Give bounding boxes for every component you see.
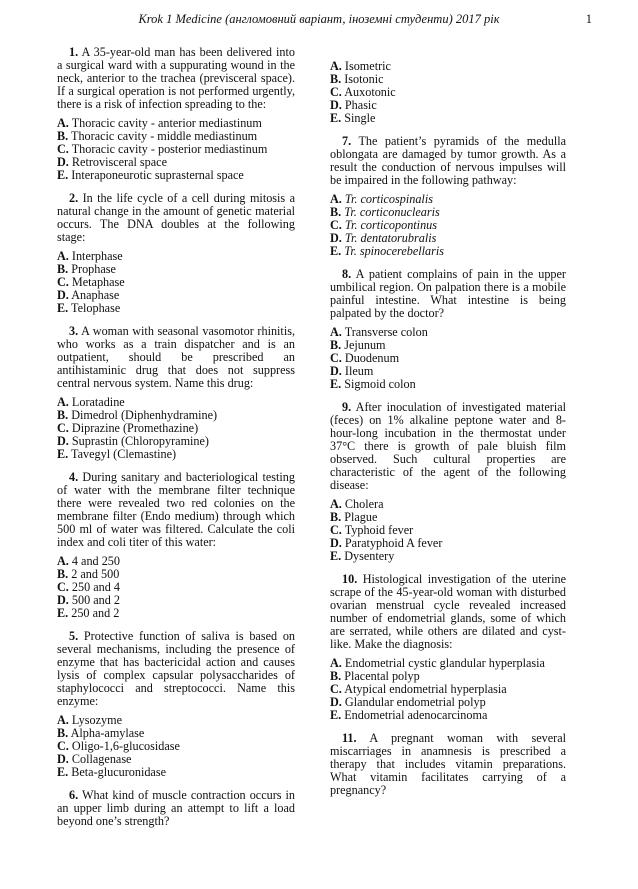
option-text: Tr. spinocerebellaris <box>344 244 444 258</box>
option-text: Cholera <box>344 497 384 511</box>
question-block <box>330 573 566 722</box>
option-letter: A. <box>330 59 342 73</box>
page-header <box>0 12 638 30</box>
option-letter: C. <box>330 85 342 99</box>
option-letter: D. <box>57 434 69 448</box>
answer-option <box>330 378 566 391</box>
question-block <box>330 732 566 797</box>
answer-option <box>330 709 566 722</box>
question-number: 9. <box>342 400 352 414</box>
option-letter: A. <box>57 554 69 568</box>
question-number: 2. <box>69 191 79 205</box>
option-text: Collagenase <box>71 752 132 766</box>
option-text: Glandular endometrial polyp <box>344 695 486 709</box>
option-letter: D. <box>57 593 69 607</box>
option-letter: A. <box>57 116 69 130</box>
question-stem: A pregnant woman with several miscarriages in anamnesis is prescribed a therapy that includes vitamin preparations. What vitamin facilitates carrying of a pregnancy? <box>330 731 567 797</box>
option-letter: B. <box>330 205 342 219</box>
answer-option <box>330 550 566 563</box>
option-text: Isotonic <box>344 72 384 86</box>
question-text <box>57 46 295 111</box>
question-block <box>57 630 295 779</box>
option-text: Interaponeurotic suprasternal space <box>71 168 244 182</box>
option-text: Isometric <box>344 59 391 73</box>
question-text <box>330 401 566 492</box>
option-text: Thoracic cavity - posterior mediastinum <box>71 142 268 156</box>
option-letter: B. <box>57 567 69 581</box>
answer-options <box>57 250 295 315</box>
option-letter: D. <box>330 364 342 378</box>
answer-options <box>57 117 295 182</box>
question-number: 11. <box>342 731 357 745</box>
option-text: Lysozyme <box>71 713 123 727</box>
question-stem: During sanitary and bacteriological testing of water with the membrane filter technique there were revealed two red colonies on the membrane filter (Endo medium) through which 500 ml of water was filtered. Calculate the coli index and coli titer of this water: <box>57 470 295 549</box>
answer-options <box>330 326 566 391</box>
question-text <box>57 325 295 390</box>
question-block <box>57 471 295 620</box>
option-text: Ileum <box>344 364 374 378</box>
option-text: Alpha-amylase <box>70 726 145 740</box>
question-block <box>57 789 295 828</box>
option-letter: B. <box>57 408 69 422</box>
option-letter: E. <box>57 168 69 182</box>
question-number: 3. <box>69 324 79 338</box>
option-text: Tr. corticonuclearis <box>344 205 440 219</box>
option-letter: C. <box>57 142 69 156</box>
option-letter: D. <box>57 288 69 302</box>
option-text: Tr. dentatorubralis <box>344 231 437 245</box>
document-title: Krok 1 Medicine (англомовний варіант, іноземні студенти) 2017 рік <box>138 12 500 26</box>
option-text: Transverse colon <box>344 325 428 339</box>
option-text: Tr. corticopontinus <box>344 218 438 232</box>
option-letter: A. <box>330 325 342 339</box>
option-text: Endometrial cystic glandular hyperplasia <box>344 656 545 670</box>
option-letter: D. <box>330 231 342 245</box>
question-block <box>330 401 566 563</box>
option-text: 250 and 4 <box>71 580 120 594</box>
option-letter: C. <box>330 218 342 232</box>
question-stem: What kind of muscle contraction occurs in an upper limb during an attempt to lift a load beyond one’s strength? <box>57 788 296 828</box>
right-column <box>330 46 566 803</box>
option-text: Endometrial adenocarcinoma <box>344 708 488 722</box>
question-text <box>330 732 566 797</box>
option-letter: B. <box>330 72 342 86</box>
option-letter: E. <box>330 111 342 125</box>
question-number: 10. <box>342 572 358 586</box>
option-letter: D. <box>330 536 342 550</box>
option-text: Auxotonic <box>344 85 396 99</box>
option-text: Loratadine <box>71 395 125 409</box>
option-letter: E. <box>57 301 69 315</box>
option-text: Placental polyp <box>344 669 420 683</box>
question-stem: After inoculation of investigated material (feces) on 1% alkaline peptone water and 8-hour-long incubation in the thermostat under 37°C there is growth of pale bluish film observed. Such cultural properties are characteristic of the agent of the following disease: <box>330 400 566 492</box>
option-letter: C. <box>57 275 69 289</box>
option-letter: A. <box>57 713 69 727</box>
answer-option <box>330 245 566 258</box>
option-letter: C. <box>330 682 342 696</box>
left-column <box>57 46 295 834</box>
option-letter: E. <box>330 549 342 563</box>
option-text: Typhoid fever <box>344 523 414 537</box>
answer-options <box>57 555 295 620</box>
option-text: Retrovisceral space <box>71 155 167 169</box>
option-text: Anaphase <box>71 288 120 302</box>
option-letter: C. <box>57 739 69 753</box>
option-letter: D. <box>57 155 69 169</box>
option-letter: A. <box>330 497 342 511</box>
option-text: Metaphase <box>71 275 125 289</box>
question-stem: Protective function of saliva is based on several mechanisms, including the presence of enzyme that has bactericidal action and causes lysis of complex capsular polysaccharides of staphylococci and streptococci. Name this enzyme: <box>57 629 296 708</box>
option-letter: B. <box>57 726 69 740</box>
answer-options <box>57 396 295 461</box>
option-text: Oligo-1,6-glucosidase <box>71 739 180 753</box>
answer-options <box>330 498 566 563</box>
question-stem: A patient complains of pain in the upper umbilical region. On palpation there is a mobile painful intestine. What intestine is being palpated by the doctor? <box>330 267 566 320</box>
option-text: Dimedrol (Diphenhydramine) <box>71 408 218 422</box>
question-number: 8. <box>342 267 352 281</box>
option-letter: C. <box>330 523 342 537</box>
option-letter: D. <box>330 98 342 112</box>
option-letter: E. <box>330 377 342 391</box>
option-text: Tr. corticospinalis <box>344 192 433 206</box>
option-text: Duodenum <box>344 351 400 365</box>
question-text <box>330 573 566 651</box>
option-letter: E. <box>57 606 69 620</box>
option-text: Paratyphoid A fever <box>344 536 443 550</box>
option-letter: E. <box>57 765 69 779</box>
option-letter: C. <box>57 421 69 435</box>
option-letter: B. <box>57 262 69 276</box>
question-number: 1. <box>69 45 79 59</box>
option-text: Sigmoid colon <box>344 377 416 391</box>
answer-options <box>330 657 566 722</box>
option-text: Thoracic cavity - anterior mediastinum <box>71 116 262 130</box>
option-text: Thoracic cavity - middle mediastinum <box>71 129 258 143</box>
option-text: Diprazine (Promethazine) <box>71 421 199 435</box>
option-text: Atypical endometrial hyperplasia <box>344 682 507 696</box>
answer-option <box>57 448 295 461</box>
option-text: Single <box>344 111 376 125</box>
option-letter: D. <box>57 752 69 766</box>
question-number: 7. <box>342 134 352 148</box>
option-text: Beta-glucuronidase <box>71 765 166 779</box>
question-text <box>330 135 566 187</box>
question-number: 5. <box>69 629 79 643</box>
option-letter: B. <box>330 669 342 683</box>
option-text: Phasic <box>344 98 377 112</box>
option-text: Plague <box>344 510 378 524</box>
question-block <box>330 268 566 391</box>
option-text: Dysentery <box>344 549 395 563</box>
option-text: Suprastin (Chloropyramine) <box>71 434 209 448</box>
question-block <box>330 60 566 125</box>
answer-options <box>330 60 566 125</box>
option-letter: A. <box>330 192 342 206</box>
question-stem: A 35-year-old man has been delivered into a surgical ward with a suppurating wound in the neck, anterior to the trachea (previsceral space). If a surgical operation is not performed urgently, there is a risk of infection spreading to the: <box>57 45 295 111</box>
question-text <box>330 268 566 320</box>
option-letter: B. <box>57 129 69 143</box>
option-letter: A. <box>330 656 342 670</box>
option-letter: E. <box>330 244 342 258</box>
question-block <box>57 325 295 461</box>
question-text <box>57 789 295 828</box>
option-letter: E. <box>330 708 342 722</box>
question-stem: A woman with seasonal vasomotor rhinitis, who works as a train dispatcher and is an outpatient, should be prescribed an antihistaminic drug that does not suppress central nervous system. Name this drug: <box>57 324 295 390</box>
question-block <box>57 46 295 182</box>
question-text <box>57 471 295 549</box>
option-letter: E. <box>57 447 69 461</box>
question-stem: The patient’s pyramids of the medulla oblongata are damaged by tumor growth. As a result the conduction of nervous impulses will be impaired in the following pathway: <box>330 134 566 187</box>
question-stem: Histological investigation of the uterine scrape of the 45-year-old woman with disturbed ovarian menstrual cycle revealed increased number of endometrial glands, some of which are serrated, while others are dilated and cyst-like. Make the diagnosis: <box>330 572 566 651</box>
option-text: Jejunum <box>344 338 386 352</box>
answer-option <box>57 169 295 182</box>
option-text: Telophase <box>71 301 121 315</box>
option-letter: D. <box>330 695 342 709</box>
option-letter: C. <box>57 580 69 594</box>
question-stem: In the life cycle of a cell during mitosis a natural change in the amount of genetic material occurs. The DNA doubles at the following stage: <box>57 191 296 244</box>
question-block <box>57 192 295 315</box>
option-letter: B. <box>330 338 342 352</box>
option-text: 500 and 2 <box>71 593 120 607</box>
answer-option <box>330 112 566 125</box>
option-letter: A. <box>57 395 69 409</box>
answer-options <box>330 193 566 258</box>
question-text <box>57 630 295 708</box>
answer-option <box>57 302 295 315</box>
option-letter: C. <box>330 351 342 365</box>
answer-options <box>57 714 295 779</box>
question-number: 4. <box>69 470 79 484</box>
option-letter: B. <box>330 510 342 524</box>
option-text: 250 and 2 <box>71 606 120 620</box>
question-number: 6. <box>69 788 79 802</box>
page-number: 1 <box>585 12 592 26</box>
option-text: 4 and 250 <box>71 554 120 568</box>
option-letter: A. <box>57 249 69 263</box>
answer-option <box>57 607 295 620</box>
question-block <box>330 135 566 258</box>
question-text <box>57 192 295 244</box>
option-text: Prophase <box>71 262 116 276</box>
option-text: 2 and 500 <box>71 567 120 581</box>
option-text: Interphase <box>71 249 123 263</box>
answer-option <box>57 766 295 779</box>
option-text: Tavegyl (Clemastine) <box>71 447 177 461</box>
